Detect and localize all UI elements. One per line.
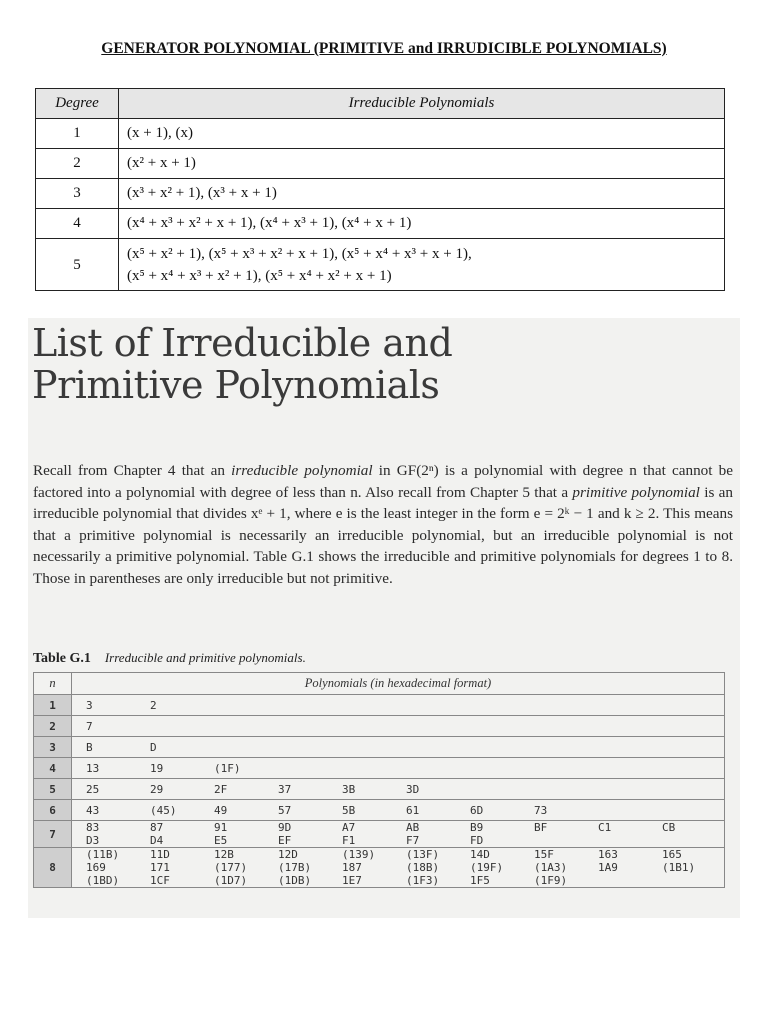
hex-value: 37 (278, 782, 292, 796)
hex-value: F1 (342, 834, 356, 847)
hex-value: FD (470, 834, 484, 847)
hex-line (76, 804, 720, 817)
hex-line (76, 874, 720, 887)
hex-value: 11D (150, 848, 170, 861)
hex-value: E5 (214, 834, 228, 847)
hex-value: 61 (406, 803, 420, 817)
hex-value: B (86, 740, 93, 754)
hex-values-cell (72, 716, 725, 737)
hex-value: (1F9) (534, 874, 568, 887)
degree-cell: 5 (34, 779, 72, 800)
hex-value: AB (406, 821, 420, 834)
polys-cell (119, 239, 725, 291)
hex-value: (1D7) (214, 874, 248, 887)
hex-value: 3 (86, 698, 93, 712)
hex-value: 163 (598, 848, 618, 861)
hex-value: B9 (470, 821, 484, 834)
table-row (36, 179, 725, 209)
hex-value: (139) (342, 848, 376, 861)
hex-value: CB (662, 821, 676, 834)
polys-cell: (x + 1), (x) (119, 119, 725, 149)
degree-cell: 1 (36, 119, 119, 149)
hex-value: F7 (406, 834, 420, 847)
hex-value: 7 (86, 719, 93, 733)
header-n: n (34, 673, 72, 695)
hex-value: (17B) (278, 861, 312, 874)
hex-value: C1 (598, 821, 612, 834)
hex-value: 91 (214, 821, 228, 834)
degree-cell: 6 (34, 800, 72, 821)
hex-value: 6D (470, 803, 484, 817)
hex-value: A7 (342, 821, 356, 834)
table-row (34, 695, 725, 716)
hex-line (76, 848, 720, 861)
hex-value: 29 (150, 782, 164, 796)
para-italic: irreducible polynomial (231, 462, 373, 479)
polys-cell: (x³ + x² + 1), (x³ + x + 1) (119, 179, 725, 209)
polys-cell: (x² + x + 1) (119, 149, 725, 179)
hex-value: (11B) (86, 848, 120, 861)
hex-value: (1B1) (662, 861, 696, 874)
hex-value: (13F) (406, 848, 440, 861)
hex-value: 3D (406, 782, 420, 796)
hex-value: 12D (278, 848, 298, 861)
table-caption (33, 650, 306, 667)
degree-cell: 2 (36, 149, 119, 179)
para-text: is an irreducible polynomial that divides xᵉ + 1, where e is the least integer in the form e = 2ᵏ − 1 and k ≥ 2. This means that a primitive polynomial is necessarily an irreducible polynomial, but an irreducible polynomial is not necessarily a primitive polynomial. Table G.1 shows the irreducible and primitive polynomials for degrees 1 to 8. Those in parentheses are only irreducible but not primitive. (33, 483, 734, 587)
table-row (34, 716, 725, 737)
table-row (34, 848, 725, 888)
hex-line (76, 741, 720, 754)
section-heading (32, 322, 452, 406)
hex-value: 165 (662, 848, 682, 861)
header-polynomials: Irreducible Polynomials (119, 89, 725, 119)
hex-value: 3B (342, 782, 356, 796)
hex-line (76, 699, 720, 712)
table-row (34, 821, 725, 848)
table-row (34, 758, 725, 779)
hex-value: (1DB) (278, 874, 312, 887)
polys-line: (x⁵ + x⁴ + x³ + x² + 1), (x⁵ + x⁴ + x² + x + 1) (127, 267, 392, 284)
hex-value: 83 (86, 821, 100, 834)
hex-value: 73 (534, 803, 548, 817)
degree-cell: 5 (36, 239, 119, 291)
table-row (34, 737, 725, 758)
hex-value: 14D (470, 848, 490, 861)
table-row (36, 119, 725, 149)
hex-values-cell (72, 695, 725, 716)
hex-line (76, 720, 720, 733)
hex-value: (1BD) (86, 874, 120, 887)
degree-cell: 4 (36, 209, 119, 239)
hex-value: 87 (150, 821, 164, 834)
header-degree: Degree (36, 89, 119, 119)
hex-value: 13 (86, 761, 100, 775)
hex-value: 5B (342, 803, 356, 817)
table-row (34, 800, 725, 821)
degree-cell: 8 (34, 848, 72, 888)
hex-value: 2F (214, 782, 228, 796)
para-italic: primitive polynomial (572, 483, 700, 501)
hex-value: 57 (278, 803, 292, 817)
hex-value: (1F) (214, 761, 241, 775)
hex-value: 169 (86, 861, 106, 874)
degree-cell: 4 (34, 758, 72, 779)
caption-text: Irreducible and primitive polynomials. (104, 650, 306, 665)
hex-value: 25 (86, 782, 100, 796)
polys-cell: (x⁴ + x³ + x² + x + 1), (x⁴ + x³ + 1), (x⁴ + x + 1) (119, 209, 725, 239)
irreducible-polynomials-table (35, 88, 725, 291)
degree-cell: 2 (34, 716, 72, 737)
degree-cell: 3 (36, 179, 119, 209)
table-row (36, 239, 725, 291)
hex-value: BF (534, 821, 548, 834)
hex-value: (177) (214, 861, 248, 874)
para-text: in GF(2ⁿ) is a polynomial with degree n that cannot be factored into a polynomial with degree of less than n. Also recall from Chapter 5 that a (33, 462, 733, 501)
degree-cell: 1 (34, 695, 72, 716)
hex-values-cell (72, 821, 725, 848)
hex-values-cell (72, 758, 725, 779)
hex-value: 171 (150, 861, 170, 874)
hex-line (76, 861, 720, 874)
hex-value: 9D (278, 821, 292, 834)
hex-value: 43 (86, 803, 100, 817)
header-hex-polys: Polynomials (in hexadecimal format) (72, 673, 725, 695)
hex-value: (45) (150, 803, 177, 817)
hex-values-cell (72, 848, 725, 888)
hex-value: 2 (150, 698, 157, 712)
caption-label: Table G.1 (33, 651, 91, 666)
hex-value: 1E7 (342, 874, 362, 887)
hex-value: EF (278, 834, 292, 847)
hex-values-cell (72, 779, 725, 800)
table-row (34, 779, 725, 800)
page-title: GENERATOR POLYNOMIAL (PRIMITIVE and IRRUDICIBLE POLYNOMIALS) (101, 40, 667, 57)
polys-line: (x⁵ + x² + 1), (x⁵ + x³ + x² + x + 1), (x⁵ + x⁴ + x³ + x + 1), (127, 245, 472, 262)
degree-cell: 7 (34, 821, 72, 848)
hex-value: D4 (150, 834, 164, 847)
hex-value: (1F3) (406, 874, 440, 887)
hex-value: D (150, 740, 157, 754)
hex-value: 49 (214, 803, 228, 817)
heading-line: Primitive Polynomials (32, 363, 440, 407)
hex-value: 1CF (150, 874, 170, 887)
hex-line (76, 783, 720, 796)
hex-values-cell (72, 737, 725, 758)
hex-value: 1F5 (470, 874, 490, 887)
hex-value: (18B) (406, 861, 440, 874)
hex-value: 19 (150, 761, 164, 775)
hex-line (76, 762, 720, 775)
degree-cell: 3 (34, 737, 72, 758)
hex-value: 15F (534, 848, 554, 861)
hex-line (76, 834, 720, 847)
intro-paragraph (33, 460, 733, 589)
hex-value: 187 (342, 861, 362, 874)
heading-line: List of Irreducible and (32, 321, 453, 365)
hex-value: 12B (214, 848, 234, 861)
para-text: Recall from Chapter 4 that an (33, 462, 232, 479)
table-row (36, 149, 725, 179)
hex-value: 1A9 (598, 861, 618, 874)
hex-value: D3 (86, 834, 100, 847)
table-row (36, 209, 725, 239)
hex-polynomials-table (33, 672, 725, 888)
hex-values-cell (72, 800, 725, 821)
hex-line (76, 821, 720, 834)
hex-value: (1A3) (534, 861, 568, 874)
hex-value: (19F) (470, 861, 504, 874)
